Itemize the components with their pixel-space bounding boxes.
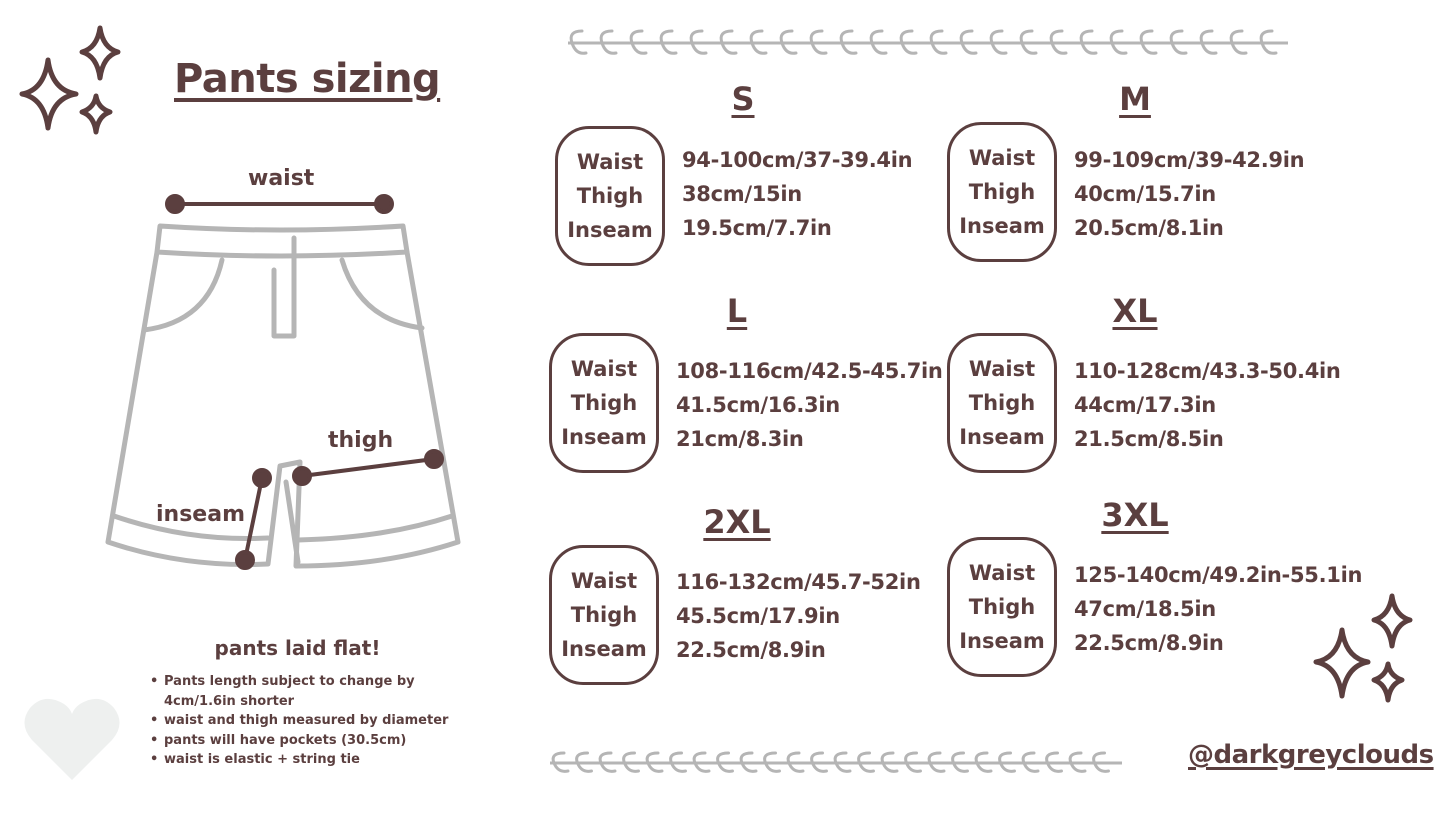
size-3xl-labels xyxy=(947,537,1057,677)
note-item: • pants will have pockets (30.5cm) xyxy=(150,731,480,751)
laurel-divider-top xyxy=(566,26,1292,60)
inseam-value: 22.5cm/8.9in xyxy=(676,638,826,662)
notes-list xyxy=(150,672,480,770)
inseam-row-label: Inseam xyxy=(959,214,1045,238)
waist-value: 99-109cm/39-42.9in xyxy=(1074,148,1305,172)
size-label-l: L xyxy=(726,292,748,330)
size-l-labels xyxy=(549,333,659,473)
thigh-value: 44cm/17.3in xyxy=(1074,393,1216,417)
size-xl-values xyxy=(1074,354,1341,456)
waist-value: 110-128cm/43.3-50.4in xyxy=(1074,359,1341,383)
size-s-labels xyxy=(555,126,665,266)
inseam-row-label: Inseam xyxy=(561,637,647,661)
thigh-row-label: Thigh xyxy=(570,391,638,415)
thigh-value: 40cm/15.7in xyxy=(1074,182,1216,206)
inseam-value: 20.5cm/8.1in xyxy=(1074,216,1224,240)
thigh-value: 41.5cm/16.3in xyxy=(676,393,840,417)
thigh-value: 47cm/18.5in xyxy=(1074,597,1216,621)
sparkles-icon xyxy=(1310,590,1420,708)
waist-value: 125-140cm/49.2in-55.1in xyxy=(1074,563,1363,587)
inseam-label: inseam xyxy=(156,502,245,527)
size-label-xl: XL xyxy=(1112,292,1158,330)
size-m-values xyxy=(1074,143,1304,245)
size-m-labels xyxy=(947,122,1057,262)
waist-value: 108-116cm/42.5-45.7in xyxy=(676,359,943,383)
inseam-value: 21cm/8.3in xyxy=(676,427,804,451)
waist-row-label: Waist xyxy=(968,146,1036,170)
thigh-row-label: Thigh xyxy=(570,603,638,627)
note-item: • waist is elastic + string tie xyxy=(150,750,480,770)
notes-title: pants laid flat! xyxy=(214,636,381,660)
inseam-value: 21.5cm/8.5in xyxy=(1074,427,1224,451)
heart-icon xyxy=(24,696,120,782)
size-2xl-labels xyxy=(549,545,659,685)
waist-row-label: Waist xyxy=(968,357,1036,381)
waist-value: 116-132cm/45.7-52in xyxy=(676,570,921,594)
waist-row-label: Waist xyxy=(968,561,1036,585)
waist-row-label: Waist xyxy=(570,569,638,593)
note-item: • Pants length subject to change by 4cm/1.6in shorter xyxy=(150,672,480,711)
thigh-row-label: Thigh xyxy=(576,184,644,208)
size-label-3xl: 3XL xyxy=(1101,496,1169,534)
size-label-2xl: 2XL xyxy=(703,503,771,541)
size-label-s: S xyxy=(731,80,755,118)
size-xl-labels xyxy=(947,333,1057,473)
inseam-value: 19.5cm/7.7in xyxy=(682,216,832,240)
social-handle-link[interactable]: @darkgreyclouds xyxy=(1188,740,1434,770)
size-l-values xyxy=(676,354,943,456)
size-2xl-values xyxy=(676,565,921,667)
size-s-values xyxy=(682,143,912,245)
waist-row-label: Waist xyxy=(570,357,638,381)
thigh-row-label: Thigh xyxy=(968,180,1036,204)
thigh-value: 38cm/15in xyxy=(682,182,802,206)
inseam-value: 22.5cm/8.9in xyxy=(1074,631,1224,655)
inseam-row-label: Inseam xyxy=(561,425,647,449)
waist-label: waist xyxy=(248,166,315,191)
note-item: • waist and thigh measured by diameter xyxy=(150,711,480,731)
waist-row-label: Waist xyxy=(576,150,644,174)
thigh-row-label: Thigh xyxy=(968,391,1036,415)
size-label-m: M xyxy=(1119,80,1151,118)
inseam-row-label: Inseam xyxy=(959,425,1045,449)
thigh-value: 45.5cm/17.9in xyxy=(676,604,840,628)
inseam-row-label: Inseam xyxy=(959,629,1045,653)
laurel-divider-bottom xyxy=(548,748,1126,778)
inseam-row-label: Inseam xyxy=(567,218,653,242)
thigh-row-label: Thigh xyxy=(968,595,1036,619)
page-title: Pants sizing xyxy=(174,56,441,102)
thigh-label: thigh xyxy=(328,428,394,453)
waist-value: 94-100cm/37-39.4in xyxy=(682,148,913,172)
